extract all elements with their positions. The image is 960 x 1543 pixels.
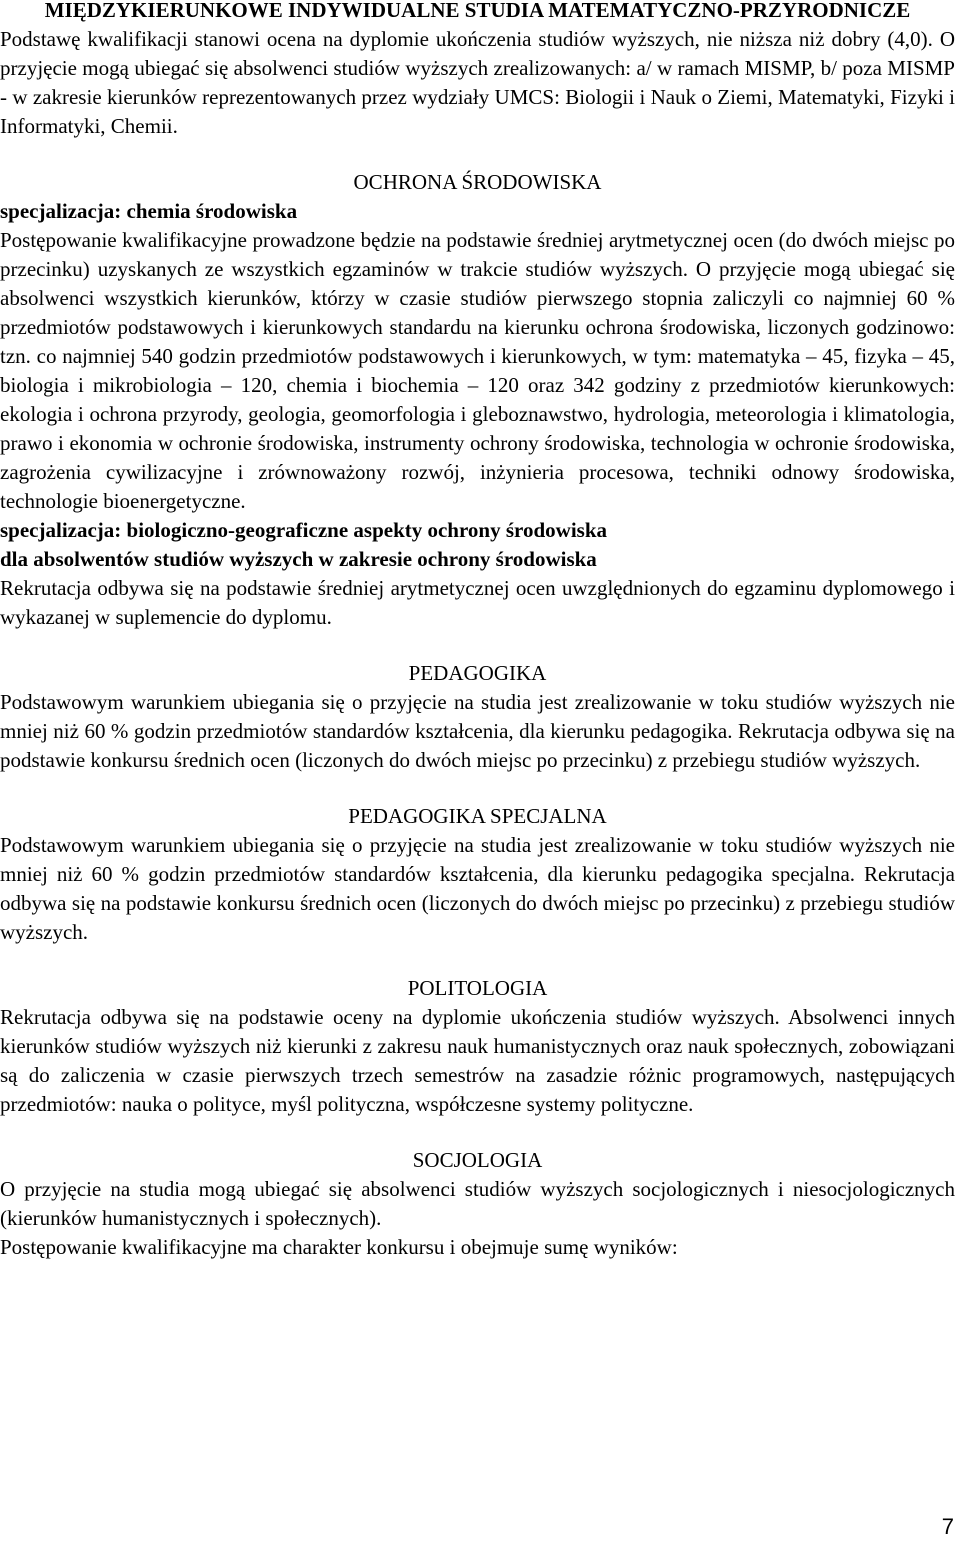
paragraph-pedagogika-specjalna: Podstawowym warunkiem ubiegania się o przyjęcie na studia jest zrealizowanie w toku studiów wyższych nie mniej niż 60 % godzin przedmiotów standardów kształcenia, dla kierunku pedagogika specjalna. Rekrutacja odbywa się na podstawie konkursu średnich ocen (liczonych do dwóch miejsc po przecinku) z przebiegu studiów wyższych. — [0, 833, 955, 944]
section-pedagogika-specjalna — [0, 802, 955, 947]
section-title-pedagogika: PEDAGOGIKA — [408, 661, 547, 685]
section-ochrona-srodowiska — [0, 168, 955, 632]
section-title-pedagogika-specjalna: PEDAGOGIKA SPECJALNA — [348, 804, 607, 828]
specialization-title-chemia: specjalizacja: chemia środowiska — [0, 199, 298, 223]
section-title-politologia: POLITOLOGIA — [407, 976, 548, 1000]
paragraph-mismp: Podstawę kwalifikacji stanowi ocena na dyplomie ukończenia studiów wyższych, nie niższa niż dobry (4,0). O przyjęcie mogą ubiegać się absolwenci studiów wyższych zrealizowanych: a/ w ramach MISMP, b/ poza MISMP - w zakresie kierunków reprezentowanych przez wydziały UMCS: Biologii i Nauk o Ziemi, Matematyki, Fizyki i Informatyki, Chemii. — [0, 27, 955, 138]
paragraph-pedagogika: Podstawowym warunkiem ubiegania się o przyjęcie na studia jest zrealizowanie w toku studiów wyższych nie mniej niż 60 % godzin przedmiotów standardów kształcenia, dla kierunku pedagogika. Rekrutacja odbywa się na podstawie konkursu średnich ocen (liczonych do dwóch miejsc po przecinku) z przebiegu studiów wyższych. — [0, 690, 955, 772]
section-socjologia — [0, 1146, 955, 1262]
section-pedagogika — [0, 659, 955, 775]
section-title-mismp: MIĘDZYKIERUNKOWE INDYWIDUALNE STUDIA MATEMATYCZNO-PRZYRODNICZE — [44, 0, 911, 22]
specialization-title-biogeo-line2: dla absolwentów studiów wyższych w zakresie ochrony środowiska — [0, 547, 597, 571]
section-politologia — [0, 974, 955, 1119]
page-number: 7 — [941, 1514, 954, 1539]
paragraph-politologia: Rekrutacja odbywa się na podstawie oceny na dyplomie ukończenia studiów wyższych. Absolwenci innych kierunków studiów wyższych niż kierunki z zakresu nauk humanistycznych oraz nauk społecznych, zobowiązani są do zaliczenia w czasie pierwszych trzech semestrów na zasadzie różnic programowych, następujących przedmiotów: nauka o polityce, myśl polityczna, współczesne systemy polityczne. — [0, 1005, 955, 1116]
specialization-title-biogeo-line1: specjalizacja: biologiczno-geograficzne aspekty ochrony środowiska — [0, 518, 608, 542]
paragraph-biogeo: Rekrutacja odbywa się na podstawie średniej arytmetycznej ocen uwzględnionych do egzaminu dyplomowego i wykazanej w suplemencie do dyplomu. — [0, 576, 955, 629]
paragraph-socjologia-2: Postępowanie kwalifikacyjne ma charakter konkursu i obejmuje sumę wyników: — [0, 1235, 678, 1259]
paragraph-socjologia-1: O przyjęcie na studia mogą ubiegać się absolwenci studiów wyższych socjologicznych i niesocjologicznych (kierunków humanistycznych i społecznych). — [0, 1177, 955, 1230]
paragraph-chemia-srodowiska: Postępowanie kwalifikacyjne prowadzone będzie na podstawie średniej arytmetycznej ocen (do dwóch miejsc po przecinku) uzyskanych ze wszystkich egzaminów w trakcie studiów wyższych. O przyjęcie mogą ubiegać się absolwenci wszystkich kierunków, którzy w czasie studiów pierwszego stopnia zaliczyli co najmniej 60 % przedmiotów podstawowych i kierunkowych standardu na kierunku ochrona środowiska, liczonych godzinowo: tzn. co najmniej 540 godzin przedmiotów podstawowych i kierunkowych, w tym: matematyka – 45, fizyka – 45, biologia i mikrobiologia – 120, chemia i biochemia – 120 oraz 342 godziny z przedmiotów kierunkowych: ekologia i ochrona przyrody, geologia, geomorfologia i gleboznawstwo, hydrologia, meteorologia i klimatologia, prawo i ekonomia w ochronie środowiska, instrumenty ochrony środowiska, technologia w ochronie środowiska, zagrożenia cywilizacyjne i zrównoważony rozwój, inżynieria procesowa, techniki odnowy środowiska, technologie bioenergetyczne. — [0, 228, 955, 513]
section-mismp — [0, 0, 955, 141]
section-title-socjologia: SOCJOLOGIA — [412, 1148, 543, 1172]
section-title-ochrona-srodowiska: OCHRONA ŚRODOWISKA — [353, 170, 602, 194]
